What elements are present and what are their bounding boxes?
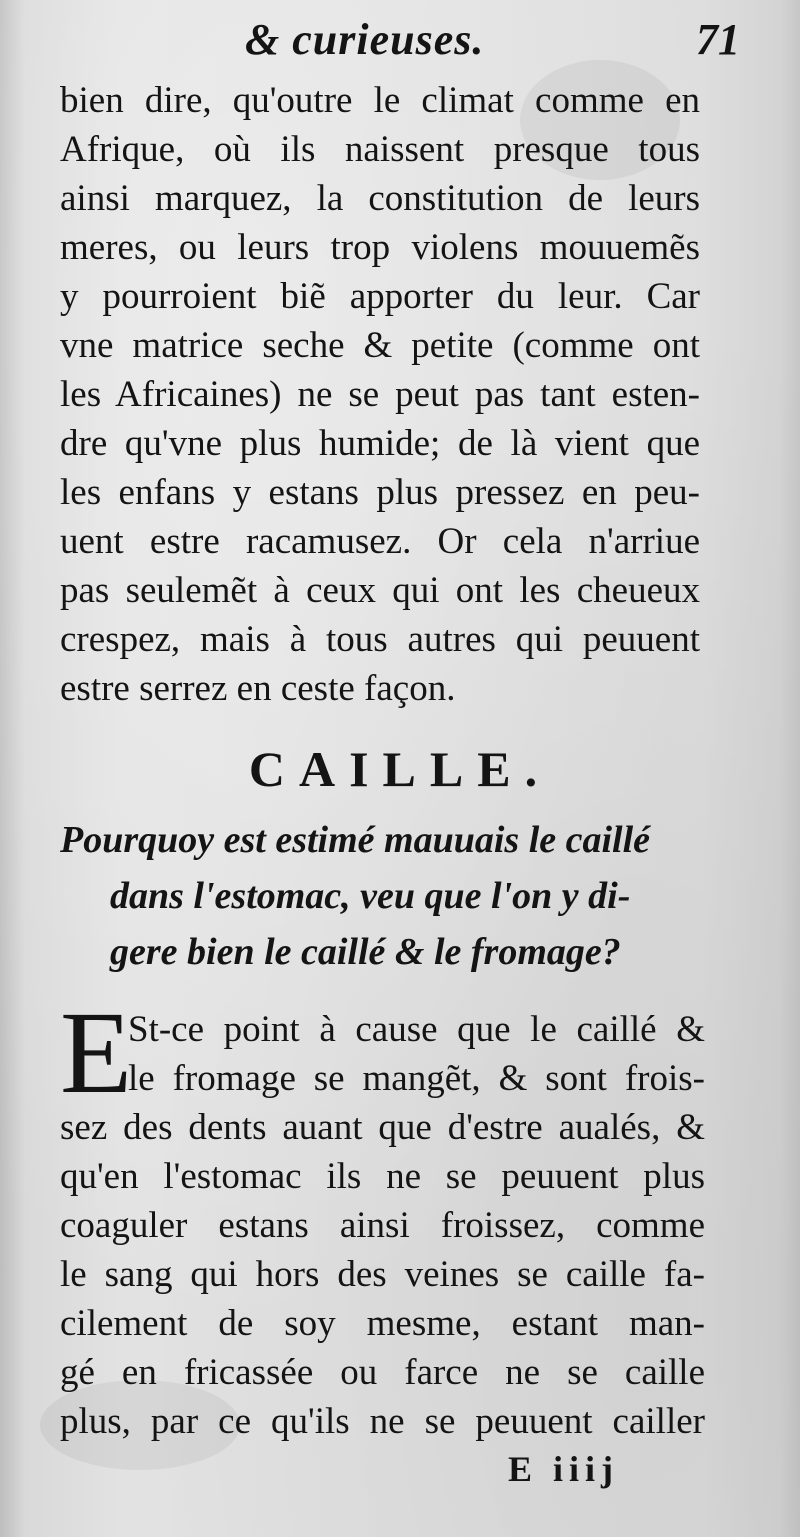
text-line: coaguler estans ainsi froissez, comme xyxy=(60,1205,705,1246)
text-line: vne matrice seche & petite (comme ont xyxy=(60,325,700,366)
section-heading: CAILLE. xyxy=(248,741,552,797)
text-line: estre serrez en ceste façon. xyxy=(60,668,456,709)
drop-cap: E xyxy=(60,987,133,1118)
text-line: les enfans y estans plus pressez en peu- xyxy=(60,472,700,513)
text-line: sez des dents auant que d'estre aualés, & xyxy=(60,1107,705,1148)
text-line: St-ce point à cause que le caillé & xyxy=(128,1009,705,1050)
text-line: Afrique, où ils naissent presque tous xyxy=(60,129,700,170)
text-line: dre qu'vne plus humide; de là vient que xyxy=(60,423,700,464)
text-line: uent estre racamusez. Or cela n'arriue xyxy=(60,521,700,562)
answer-paragraph xyxy=(60,987,705,1446)
text-line: ainsi marquez, la constitution de leurs xyxy=(60,178,700,219)
paragraph-continued xyxy=(60,76,700,713)
text-line: qu'en l'estomac ils ne se peuuent plus xyxy=(60,1156,705,1197)
text-line: bien dire, qu'outre le climat comme en xyxy=(60,80,700,121)
text-line: pas seulemẽt à ceux qui ont les cheueux xyxy=(60,570,700,611)
text-line: y pourroient biẽ apporter du leur. Car xyxy=(60,276,700,317)
running-head xyxy=(60,14,740,74)
signature-mark: E iiij xyxy=(508,1449,620,1489)
question-heading xyxy=(60,812,710,980)
text-line: crespez, mais à tous autres qui peuuent xyxy=(60,619,700,660)
running-title: & curieuses. xyxy=(245,15,485,64)
text-line: les Africaines) ne se peut pas tant esten- xyxy=(60,374,700,415)
question-line: Pourquoy est estimé mauuais le caillé xyxy=(60,819,651,861)
text-line: le sang qui hors des veines se caille fa- xyxy=(60,1254,705,1295)
text-line: gé en fricassée ou farce ne se caille xyxy=(60,1352,705,1393)
text-line: meres, ou leurs trop violens mouuemẽs xyxy=(60,227,700,268)
page-number: 71 xyxy=(696,15,740,64)
question-line: dans l'estomac, veu que l'on y di- xyxy=(110,875,631,917)
text-line: plus, par ce qu'ils ne se peuuent cailler xyxy=(60,1401,705,1442)
text-line: le fromage se mangẽt, & sont frois- xyxy=(128,1058,705,1099)
text-line: cilement de soy mesme, estant man- xyxy=(60,1303,705,1344)
question-line: gere bien le caillé & le fromage? xyxy=(110,931,621,973)
